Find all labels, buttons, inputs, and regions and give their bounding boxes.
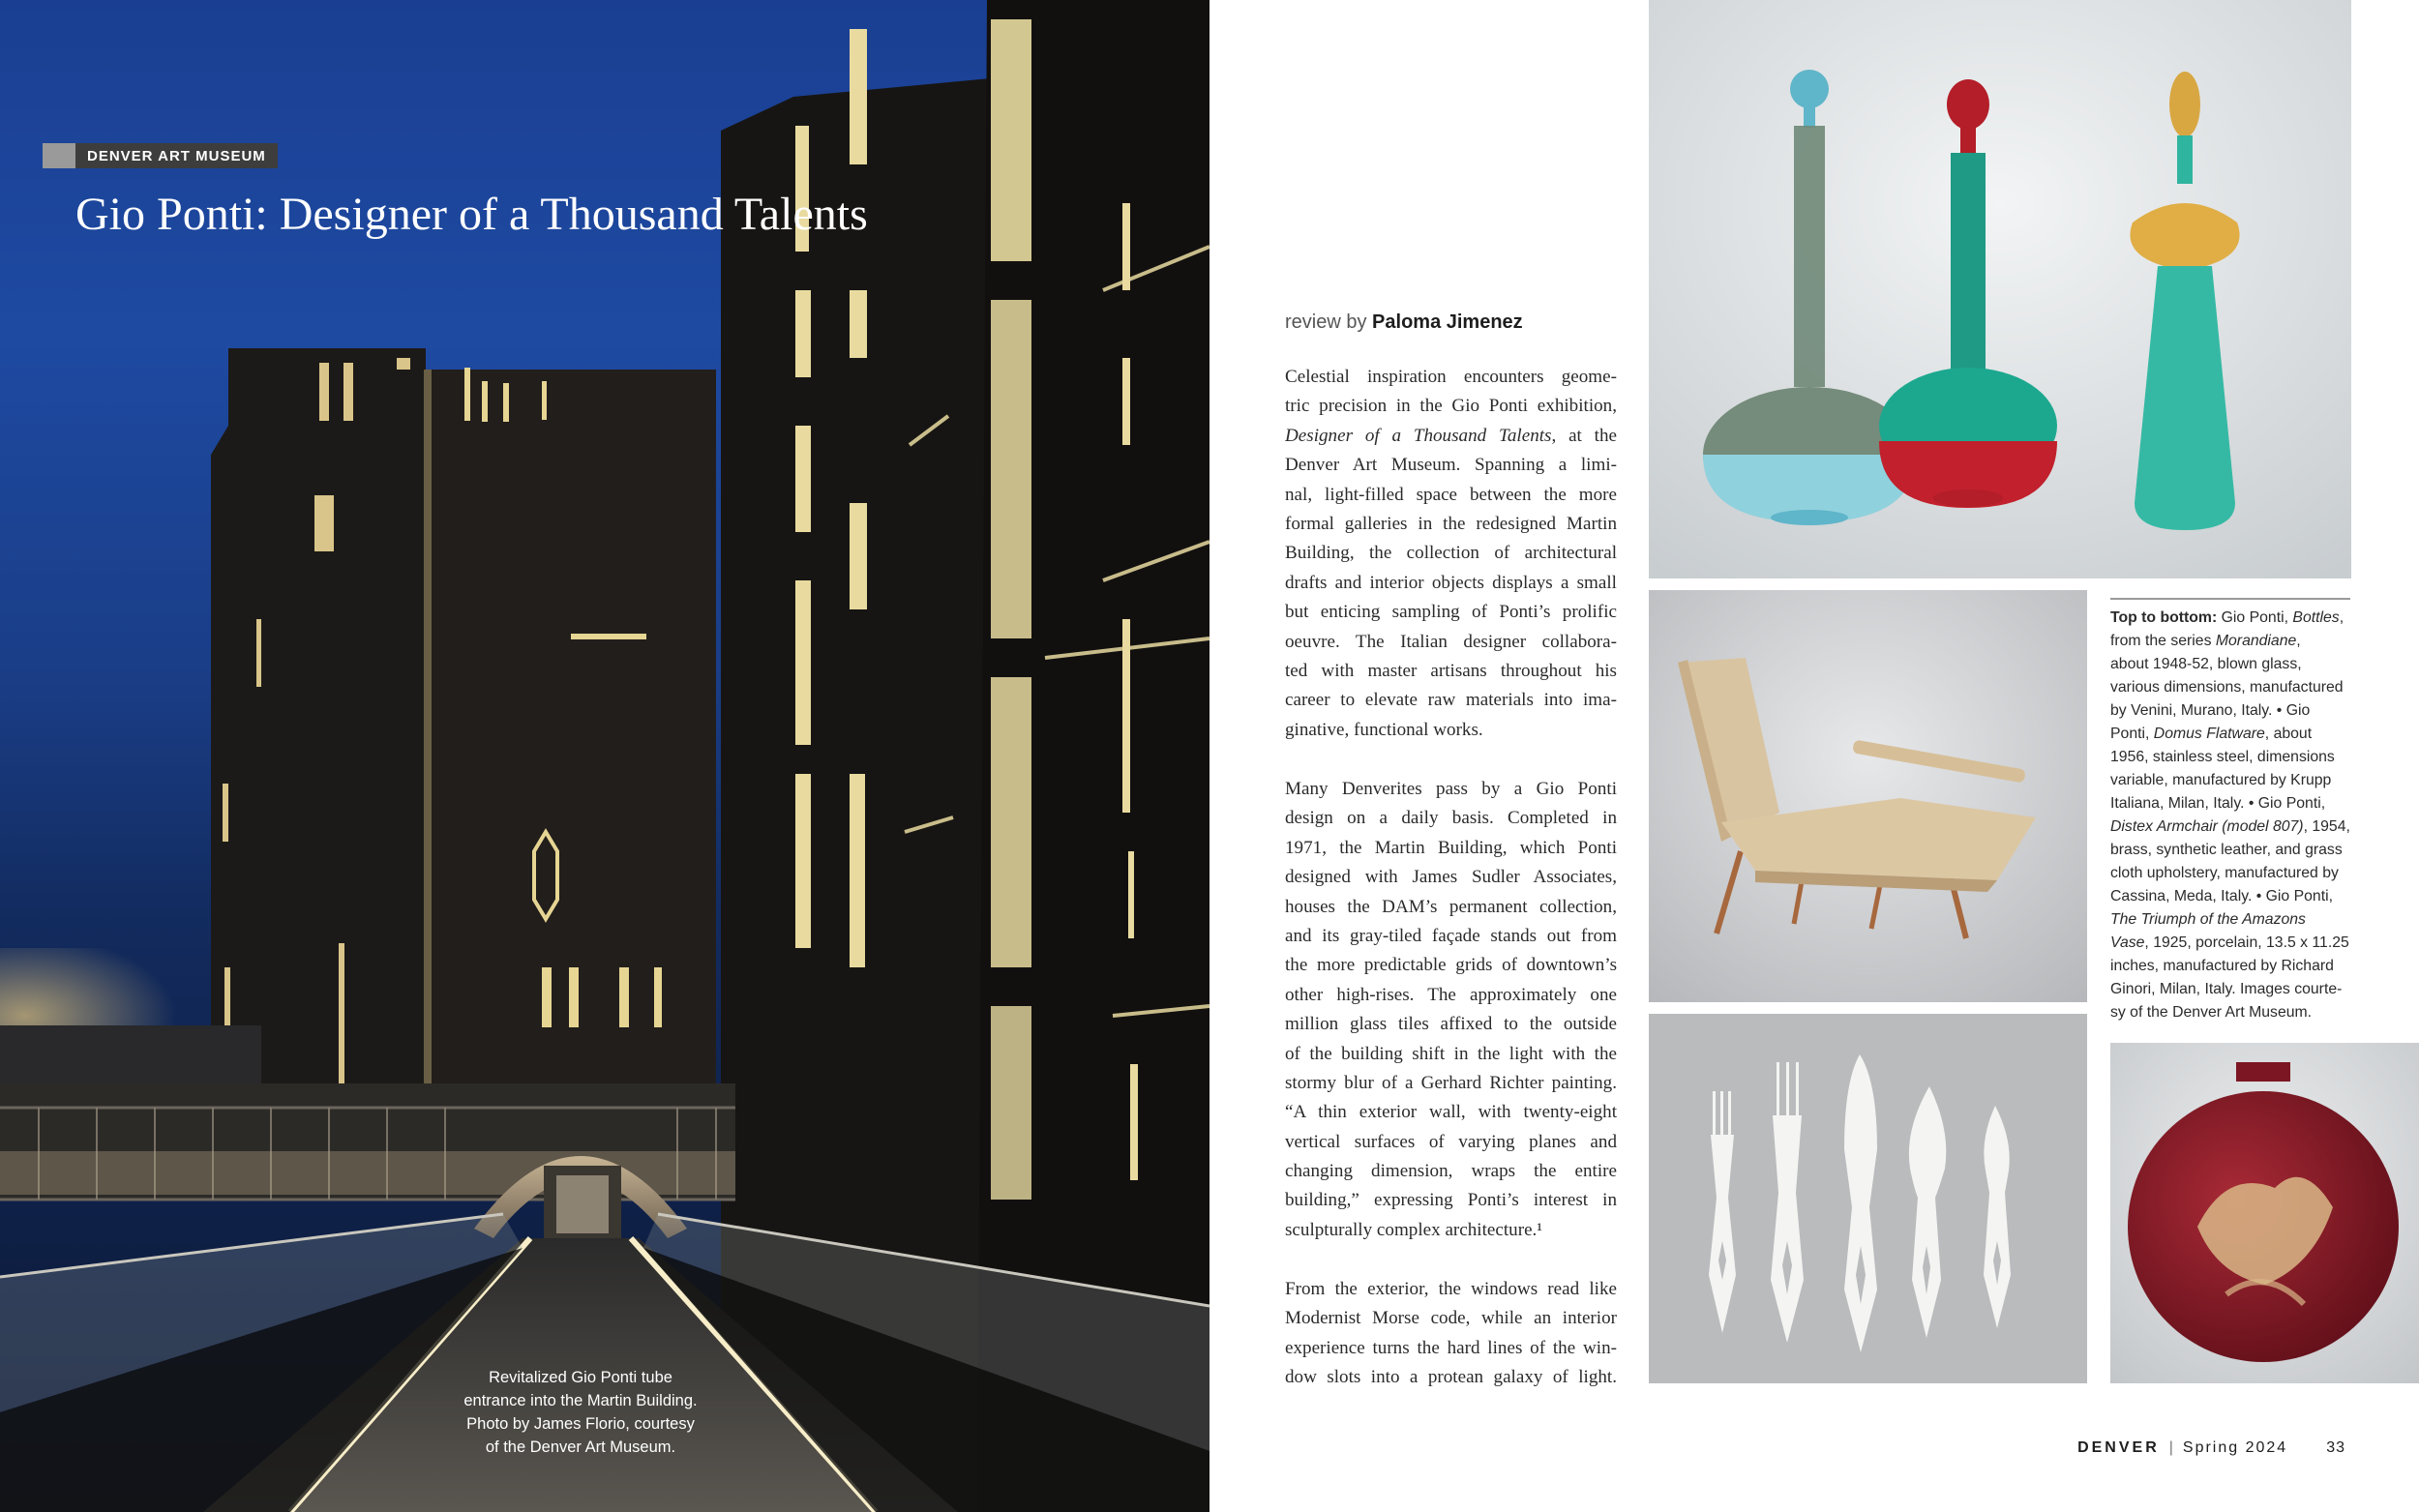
photo-caption-line: of the Denver Art Museum. (485, 1438, 676, 1456)
object-caption (2110, 607, 2362, 1024)
body-line: From the exterior, the windows read like (1285, 1279, 1617, 1299)
body-line: drafts and interior objects displays a small (1285, 572, 1617, 593)
photo-caption-line: Photo by James Florio, courtesy (466, 1415, 695, 1433)
body-line: nal, light-filled space between the more (1285, 484, 1617, 505)
object-caption-line: inches, manufactured by Richard (2110, 958, 2334, 974)
byline-author: Paloma Jimenez (1372, 311, 1523, 333)
object-caption-line: about 1948-52, blown glass, (2110, 656, 2302, 672)
object-caption-line: cloth upholstery, manufactured by (2110, 865, 2339, 881)
body-line: oeuvre. The Italian designer collabora- (1285, 631, 1617, 652)
object-caption-line: variable, manufactured by Krupp (2110, 772, 2332, 788)
body-line: ted with master artisans throughout his (1285, 660, 1617, 681)
object-caption-line: 1956, stainless steel, dimensions (2110, 749, 2335, 765)
vase-photo (2110, 1043, 2419, 1383)
bottles-photo (1649, 0, 2351, 578)
object-caption-line: Italiana, Milan, Italy. • Gio Ponti, (2110, 795, 2326, 812)
body-line: Modernist Morse code, while an interior (1285, 1308, 1617, 1329)
folio (2077, 1439, 2345, 1457)
body-line: 1971, the Martin Building, which Ponti (1285, 837, 1617, 858)
object-caption-line: Top to bottom: Gio Ponti, Bottles, (2110, 609, 2344, 626)
article-paragraph-3 (1285, 1275, 1617, 1393)
caption-rule (2110, 598, 2350, 600)
body-line: “A thin exterior wall, with twenty-eight (1285, 1102, 1617, 1123)
body-line: ginative, functional works. (1285, 719, 1483, 740)
object-caption-line: The Triumph of the Amazons (2110, 911, 2306, 928)
body-line: Celestial inspiration encounters geome- (1285, 367, 1617, 387)
object-caption-line: Distex Armchair (model 807), 1954, (2110, 818, 2350, 835)
body-line: stormy blur of a Gerhard Richter painting. (1285, 1072, 1617, 1093)
body-line: vertical surfaces of varying planes and (1285, 1131, 1617, 1152)
byline (1285, 311, 1523, 334)
article-headline: Gio Ponti: Designer of a Thousand Talents (75, 189, 868, 240)
folio-magazine: DENVER (2077, 1439, 2160, 1456)
body-line: dow slots into a protean galaxy of light. (1285, 1367, 1617, 1388)
body-line: Denver Art Museum. Spanning a limi- (1285, 455, 1617, 476)
folio-issue: Spring 2024 (2182, 1439, 2288, 1456)
article-paragraph-1 (1285, 363, 1617, 745)
section-tag-label: DENVER ART MUSEUM (87, 147, 266, 164)
folio-separator: | (2168, 1439, 2173, 1456)
body-line: million glass tiles affixed to the outside (1285, 1014, 1617, 1035)
body-line: design on a daily basis. Completed in (1285, 808, 1617, 829)
photo-caption (426, 1366, 735, 1459)
body-line: changing dimension, wraps the entire (1285, 1161, 1617, 1182)
armchair-photo (1649, 590, 2087, 1002)
photo-caption-line: Revitalized Gio Ponti tube (489, 1369, 672, 1386)
object-caption-line: Vase, 1925, porcelain, 13.5 x 11.25 (2110, 934, 2349, 951)
body-line: designed with James Sudler Associates, (1285, 867, 1617, 888)
flatware-photo (1649, 1014, 2087, 1383)
body-line: Building, the collection of architectural (1285, 543, 1617, 564)
object-caption-line: from the series Morandiane, (2110, 633, 2301, 649)
byline-prefix: review by (1285, 311, 1367, 333)
page-number: 33 (2326, 1439, 2345, 1456)
body-line: but enticing sampling of Ponti’s prolific (1285, 602, 1617, 623)
body-line: career to elevate raw materials into ima- (1285, 690, 1617, 711)
section-tag (43, 143, 278, 168)
article-paragraph-2 (1285, 775, 1617, 1245)
body-line: sculpturally complex architecture.¹ (1285, 1219, 1543, 1240)
body-line: tric precision in the Gio Ponti exhibition, (1285, 396, 1617, 417)
object-caption-line: sy of the Denver Art Museum. (2110, 1004, 2313, 1021)
object-caption-line: Cassina, Meda, Italy. • Gio Ponti, (2110, 888, 2334, 904)
body-line: and its gray-tiled façade stands out from (1285, 925, 1617, 946)
object-caption-line: brass, synthetic leather, and grass (2110, 842, 2343, 858)
body-line: experience turns the hard lines of the win- (1285, 1337, 1617, 1358)
body-line: the more predictable grids of downtown’s (1285, 955, 1617, 976)
section-tag-swatch (43, 143, 75, 168)
object-caption-line: various dimensions, manufactured (2110, 679, 2344, 696)
body-line: building,” expressing Ponti’s interest in (1285, 1190, 1617, 1211)
body-line: Designer of a Thousand Talents, at the (1285, 425, 1617, 446)
object-caption-line: Ginori, Milan, Italy. Images courte- (2110, 981, 2343, 997)
body-line: other high-rises. The approximately one (1285, 984, 1617, 1005)
body-line: of the building shift in the light with the (1285, 1043, 1617, 1064)
object-caption-line: Ponti, Domus Flatware, about (2110, 726, 2313, 742)
object-caption-line: by Venini, Murano, Italy. • Gio (2110, 702, 2311, 719)
body-line: houses the DAM’s permanent collection, (1285, 896, 1617, 917)
body-line: formal galleries in the redesigned Martin (1285, 513, 1617, 534)
photo-caption-line: entrance into the Martin Building. (463, 1392, 698, 1409)
body-line: Many Denverites pass by a Gio Ponti (1285, 779, 1617, 799)
